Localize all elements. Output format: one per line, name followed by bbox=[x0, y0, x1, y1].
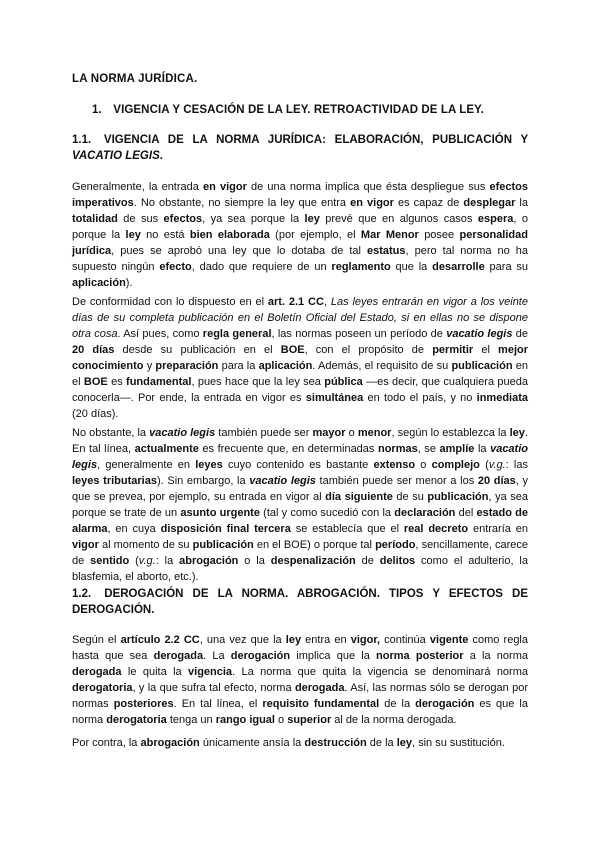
text-run: ley bbox=[125, 229, 141, 241]
text-run: desarrolle bbox=[432, 261, 485, 273]
text-run: abrogación bbox=[179, 555, 239, 567]
text-run: o bbox=[345, 427, 358, 439]
text-run: vacatio legis bbox=[446, 328, 513, 340]
text-run: . Así pues, como bbox=[117, 328, 203, 340]
text-run: , ya sea porque la bbox=[202, 213, 305, 225]
text-run: leyes tributarias bbox=[72, 475, 157, 487]
text-run: simultánea bbox=[305, 392, 364, 404]
text-run: de bbox=[512, 328, 528, 340]
text-run: . La norma que quita la vigencia se denominará norma bbox=[232, 666, 528, 678]
text-run: declaración bbox=[394, 507, 456, 519]
text-run: BOE bbox=[83, 376, 108, 388]
text-run: ley bbox=[304, 213, 320, 225]
text-run: real decreto bbox=[403, 523, 469, 535]
text-run: a la norma bbox=[463, 650, 528, 662]
text-run: estatus bbox=[367, 245, 406, 257]
text-run: es que la norma bbox=[72, 698, 528, 726]
text-run: posteriores bbox=[113, 698, 174, 710]
text-run: en todo el país, y no bbox=[363, 392, 477, 404]
text-run: . No obstante, no siempre la ley que entra bbox=[133, 197, 351, 209]
subsection-number: 1.1. bbox=[72, 134, 92, 146]
text-run: destrucción bbox=[304, 737, 367, 749]
paragraph bbox=[72, 179, 528, 291]
text-run: 20 días bbox=[477, 475, 516, 487]
text-run: efectos bbox=[163, 213, 203, 225]
text-run: ). bbox=[125, 277, 133, 289]
text-run: , en cuya bbox=[107, 523, 161, 535]
text-run: entraría en bbox=[468, 523, 528, 535]
text-run: leyes bbox=[195, 459, 223, 471]
text-run: personalidad jurídica bbox=[72, 229, 528, 257]
text-run: ( bbox=[479, 459, 489, 471]
subsection-heading-1 bbox=[72, 132, 528, 164]
text-run: artículo 2.2 CC bbox=[120, 634, 200, 646]
text-run: —es decir, que cualquiera pueda conocerla—. Por ende, la entrada en vigor es bbox=[72, 376, 529, 404]
subsection-title-end: . bbox=[159, 150, 163, 162]
text-run: vacatio legis bbox=[249, 475, 316, 487]
text-run: derogada bbox=[153, 650, 204, 662]
text-run: derogación bbox=[415, 698, 475, 710]
text-run: o bbox=[415, 459, 432, 471]
text-run: preparación bbox=[155, 360, 219, 372]
text-run: en vigor bbox=[203, 181, 247, 193]
text-run: de bbox=[355, 555, 380, 567]
text-run: espera bbox=[477, 213, 514, 225]
text-run: , las normas poseen un período de bbox=[271, 328, 447, 340]
text-run: derogatoria bbox=[72, 682, 133, 694]
text-run: totalidad bbox=[72, 213, 118, 225]
text-run: de su bbox=[392, 491, 428, 503]
text-run: como regla hasta que sea bbox=[72, 634, 528, 662]
text-run: derogada bbox=[72, 666, 122, 678]
subsection-number: 1.2. bbox=[72, 588, 92, 600]
text-run: entra en bbox=[301, 634, 351, 646]
text-run: derogada bbox=[294, 682, 345, 694]
subsection-title-italic: VACATIO LEGIS bbox=[72, 150, 160, 162]
text-run: aplicación bbox=[72, 277, 126, 289]
subsection-heading-2 bbox=[72, 586, 528, 618]
text-run: de una norma implica que ésta despliegue sus bbox=[246, 181, 490, 193]
text-run: o bbox=[274, 714, 288, 726]
text-run: también puede ser menor a los bbox=[315, 475, 478, 487]
subsection-title: VIGENCIA DE LA NORMA JURÍDICA: ELABORACIÓN, PUBLICACIÓN Y bbox=[103, 134, 528, 146]
text-run: publicación bbox=[427, 491, 489, 503]
text-run: continúa bbox=[380, 634, 430, 646]
text-run: disposición final tercera bbox=[160, 523, 291, 535]
text-run: : las bbox=[505, 459, 528, 471]
text-run: , se bbox=[417, 443, 440, 455]
text-run: para la bbox=[218, 360, 259, 372]
text-run: Mar Menor bbox=[360, 229, 419, 241]
text-run: vigente bbox=[429, 634, 469, 646]
text-run: inmediata bbox=[476, 392, 528, 404]
text-run: en el bbox=[72, 360, 528, 388]
text-run: mejor conocimiento bbox=[72, 344, 529, 372]
text-run: No obstante, la bbox=[72, 427, 150, 439]
text-run: rango igual bbox=[215, 714, 275, 726]
text-run: . Además, el requisito de su bbox=[312, 360, 452, 372]
text-run: , y que se prevea, por ejemplo, su entrada en vigor al bbox=[72, 475, 528, 503]
text-run: superior bbox=[287, 714, 332, 726]
text-run: . Así, las normas sólo se derogan por normas bbox=[72, 682, 528, 710]
paragraph bbox=[72, 735, 528, 751]
text-run: requisito fundamental bbox=[262, 698, 380, 710]
text-run: , ya sea porque se trate de un bbox=[72, 491, 528, 519]
text-run: : la bbox=[155, 555, 180, 567]
text-run: sentido bbox=[90, 555, 130, 567]
text-run: , dado que requiere de un bbox=[191, 261, 332, 273]
text-run: únicamente ansía la bbox=[199, 737, 305, 749]
text-run: prevé que en algunos casos bbox=[319, 213, 478, 225]
text-run: (tal y como sucedió con la bbox=[259, 507, 395, 519]
paragraph bbox=[72, 632, 528, 728]
text-run: al momento de su bbox=[98, 539, 193, 551]
text-run: publicación bbox=[192, 539, 254, 551]
text-run: es capaz de bbox=[393, 197, 464, 209]
text-run: en vigor bbox=[350, 197, 394, 209]
text-run: ley bbox=[509, 427, 525, 439]
text-run: período bbox=[375, 539, 416, 551]
section-number: 1. bbox=[92, 104, 102, 116]
text-run: Según el bbox=[72, 634, 121, 646]
text-run: la bbox=[474, 443, 491, 455]
text-run: permitir bbox=[432, 344, 474, 356]
text-run: Generalmente, la entrada bbox=[72, 181, 204, 193]
document-title: LA NORMA JURÍDICA. bbox=[72, 73, 198, 85]
text-run: desplegar bbox=[463, 197, 516, 209]
text-run: norma posterior bbox=[376, 650, 464, 662]
text-run: De conformidad con lo dispuesto en el bbox=[72, 296, 268, 308]
text-run: v.g. bbox=[488, 459, 506, 471]
text-run: , una vez que la bbox=[199, 634, 286, 646]
text-run: 20 días bbox=[72, 344, 115, 356]
text-run: bien elaborada bbox=[189, 229, 270, 241]
text-run: vigor, bbox=[350, 634, 381, 646]
text-run: art. 2.1 CC bbox=[267, 296, 324, 308]
text-run: vacatio legis bbox=[72, 443, 528, 471]
text-run: que la bbox=[390, 261, 433, 273]
text-run: y bbox=[143, 360, 156, 372]
text-run: también puede ser bbox=[215, 427, 313, 439]
text-run: , pero tal norma no ha supuesto ningún bbox=[72, 245, 528, 273]
text-run: , bbox=[323, 296, 331, 308]
text-run: día siguiente bbox=[325, 491, 393, 503]
text-run: estado de alarma bbox=[72, 507, 528, 535]
text-run: . En tal línea, bbox=[72, 427, 528, 455]
text-run: menor bbox=[357, 427, 392, 439]
text-run: vigor bbox=[72, 539, 99, 551]
text-run: le quita la bbox=[121, 666, 189, 678]
text-run: despenalización bbox=[270, 555, 356, 567]
text-run: delitos bbox=[379, 555, 416, 567]
text-run: fundamental bbox=[126, 376, 192, 388]
text-run: complejo bbox=[431, 459, 480, 471]
text-run: no está bbox=[140, 229, 190, 241]
text-run: Las leyes entrarán en vigor a los veinte días de su completa publicación en el Boletín Oficial del Estado, si en ellas no se dispone otra cosa bbox=[72, 296, 528, 340]
text-run: asunto urgente bbox=[180, 507, 260, 519]
text-run: normas bbox=[377, 443, 418, 455]
section-title: VIGENCIA Y CESACIÓN DE LA LEY. RETROACTIVIDAD DE LA LEY. bbox=[113, 104, 484, 116]
text-run: aplicación bbox=[258, 360, 313, 372]
text-run: (20 días). bbox=[72, 408, 119, 420]
text-run: actualmente bbox=[134, 443, 199, 455]
text-run: es frecuente que, en determinadas bbox=[198, 443, 378, 455]
text-run: cuyo contenido es bastante bbox=[222, 459, 374, 471]
text-run: ley bbox=[285, 634, 302, 646]
text-run: de la bbox=[366, 737, 397, 749]
text-run: del bbox=[455, 507, 477, 519]
text-run: o la bbox=[238, 555, 271, 567]
text-run: implica que la bbox=[290, 650, 377, 662]
text-run: , generalmente en bbox=[97, 459, 196, 471]
text-run: reglamento bbox=[331, 261, 391, 273]
text-run: , según lo establezca la bbox=[391, 427, 510, 439]
text-run: ley bbox=[396, 737, 412, 749]
text-run: , pues hace que la ley sea bbox=[191, 376, 325, 388]
text-run: BOE bbox=[280, 344, 305, 356]
text-run: (por ejemplo, el bbox=[269, 229, 361, 241]
text-run: Por contra, la bbox=[72, 737, 141, 749]
text-run: , con el propósito de bbox=[304, 344, 433, 356]
paragraph bbox=[72, 425, 528, 585]
text-run: publicación bbox=[451, 360, 513, 372]
text-run: efecto bbox=[159, 261, 192, 273]
text-run: regla general bbox=[202, 328, 272, 340]
text-run: desde su publicación en el bbox=[114, 344, 281, 356]
text-run: , sin su sustitución. bbox=[411, 737, 505, 749]
text-run: es bbox=[107, 376, 127, 388]
text-run: ). Sin embargo, la bbox=[156, 475, 250, 487]
text-run: como el adulterio, la blasfemia, el aborto, etc.). bbox=[72, 555, 528, 583]
text-run: se establecía que el bbox=[290, 523, 404, 535]
text-run: pública bbox=[324, 376, 363, 388]
text-run: de sus bbox=[117, 213, 164, 225]
text-run: para su bbox=[484, 261, 529, 273]
text-run: ( bbox=[129, 555, 139, 567]
paragraph bbox=[72, 294, 528, 422]
text-run: derogatoria bbox=[106, 714, 167, 726]
text-run: posee bbox=[418, 229, 460, 241]
text-run: extenso bbox=[373, 459, 416, 471]
text-run: efectos imperativos bbox=[72, 181, 528, 209]
text-run: v.g. bbox=[138, 555, 156, 567]
text-run: en el BOE) o porque tal bbox=[253, 539, 376, 551]
text-run: abrogación bbox=[140, 737, 200, 749]
text-run: la bbox=[515, 197, 528, 209]
text-run: . La bbox=[203, 650, 231, 662]
text-run: , o porque la bbox=[72, 213, 528, 241]
text-run: , pues se aprobó una ley que lo dotaba de tal bbox=[111, 245, 367, 257]
text-run: vacatio legis bbox=[149, 427, 216, 439]
text-run: vigencia bbox=[188, 666, 233, 678]
subsection-title: DEROGACIÓN DE LA NORMA. ABROGACIÓN. TIPOS Y EFECTOS DE DEROGACIÓN. bbox=[72, 588, 529, 616]
text-run: derogación bbox=[230, 650, 291, 662]
text-run: tenga un bbox=[166, 714, 216, 726]
text-run: , y la que sufra tal efecto, norma bbox=[132, 682, 295, 694]
section-heading bbox=[92, 104, 484, 116]
text-run: amplíe bbox=[439, 443, 475, 455]
text-run: mayor bbox=[312, 427, 346, 439]
text-run: al de la norma derogada. bbox=[331, 714, 457, 726]
text-run: , sencillamente, carece de bbox=[72, 539, 528, 567]
text-run: . En tal línea, el bbox=[173, 698, 263, 710]
text-run: el bbox=[473, 344, 499, 356]
text-run: de la bbox=[379, 698, 416, 710]
